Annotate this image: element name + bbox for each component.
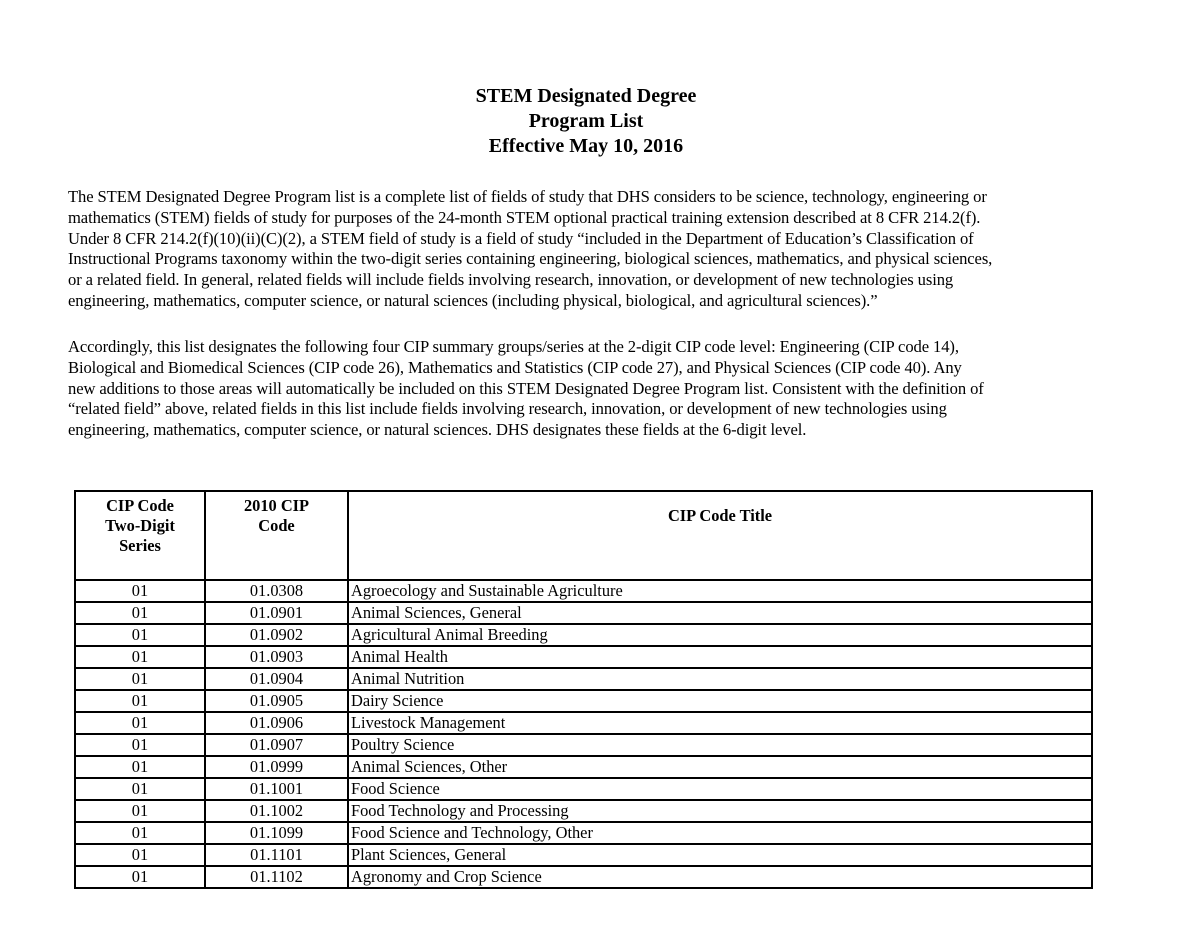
cell-code: 01.1102 bbox=[205, 866, 348, 888]
title-line-3: Effective May 10, 2016 bbox=[488, 135, 684, 157]
cell-code: 01.1099 bbox=[205, 822, 348, 844]
accordingly-line: engineering, mathematics, computer science, or natural sciences. DHS designates these fields at the 6-digit level. bbox=[68, 420, 807, 440]
cell-series: 01 bbox=[75, 844, 205, 866]
cell-title: Food Science and Technology, Other bbox=[348, 822, 1092, 844]
cell-title: Poultry Science bbox=[348, 734, 1092, 756]
cell-series: 01 bbox=[75, 712, 205, 734]
cell-code: 01.1001 bbox=[205, 778, 348, 800]
intro-line: Instructional Programs taxonomy within the two-digit series containing engineering, biological sciences, mathematics, and physical sciences, bbox=[68, 249, 993, 269]
cell-series: 01 bbox=[75, 734, 205, 756]
table-row bbox=[75, 668, 1092, 690]
cip-table bbox=[74, 490, 1093, 889]
cell-series: 01 bbox=[75, 624, 205, 646]
cell-title: Agricultural Animal Breeding bbox=[348, 624, 1092, 646]
intro-line: Under 8 CFR 214.2(f)(10)(ii)(C)(2), a STEM field of study is a field of study “included in the Department of Education’s Classification of bbox=[68, 228, 974, 248]
header-two-digit-series bbox=[75, 491, 205, 580]
intro-line: mathematics (STEM) fields of study for purposes of the 24-month STEM optional practical training extension described at 8 CFR 214.2(f). bbox=[68, 207, 981, 227]
header-code-line: 2010 CIP bbox=[243, 496, 310, 515]
cell-series: 01 bbox=[75, 756, 205, 778]
table-header-row bbox=[75, 491, 1092, 580]
cell-series: 01 bbox=[75, 822, 205, 844]
header-series-line: CIP Code bbox=[106, 496, 174, 515]
cell-series: 01 bbox=[75, 668, 205, 690]
accordingly-line: Accordingly, this list designates the following four CIP summary groups/series at the 2-digit CIP code level: Engineering (CIP code 14), bbox=[68, 337, 959, 356]
table-row bbox=[75, 800, 1092, 822]
header-code-line: Code bbox=[258, 516, 295, 535]
table-row bbox=[75, 690, 1092, 712]
cell-title: Agronomy and Crop Science bbox=[348, 866, 1092, 888]
cell-code: 01.0308 bbox=[205, 580, 348, 602]
table-row bbox=[75, 712, 1092, 734]
accordingly-paragraph bbox=[68, 337, 1108, 441]
header-series-line: Two-Digit bbox=[105, 516, 175, 535]
cell-title: Dairy Science bbox=[348, 690, 1092, 712]
cell-series: 01 bbox=[75, 646, 205, 668]
cell-series: 01 bbox=[75, 580, 205, 602]
accordingly-line: “related field” above, related fields in this list include fields involving research, innovation, or development of new technologies using bbox=[68, 399, 947, 419]
table-row bbox=[75, 778, 1092, 800]
table-row bbox=[75, 734, 1092, 756]
cell-series: 01 bbox=[75, 602, 205, 624]
header-cip-code-title bbox=[348, 491, 1092, 580]
table-row bbox=[75, 624, 1092, 646]
cell-title: Animal Health bbox=[348, 646, 1092, 668]
cell-title: Animal Sciences, General bbox=[348, 602, 1092, 624]
intro-line: engineering, mathematics, computer science, or natural sciences (including physical, biological, and agricultural sciences).” bbox=[68, 290, 878, 310]
cell-series: 01 bbox=[75, 800, 205, 822]
cell-code: 01.1101 bbox=[205, 844, 348, 866]
cell-code: 01.0901 bbox=[205, 602, 348, 624]
cell-code: 01.0999 bbox=[205, 756, 348, 778]
table-row bbox=[75, 756, 1092, 778]
table-row bbox=[75, 646, 1092, 668]
header-series-line: Series bbox=[119, 536, 161, 555]
header-2010-cip-code bbox=[205, 491, 348, 580]
cell-title: Plant Sciences, General bbox=[348, 844, 1092, 866]
intro-line: or a related field. In general, related fields will include fields involving research, innovation, or development of new technologies using bbox=[68, 270, 954, 290]
cell-code: 01.0903 bbox=[205, 646, 348, 668]
header-title-text: CIP Code Title bbox=[667, 506, 773, 525]
table-row bbox=[75, 602, 1092, 624]
cell-title: Animal Sciences, Other bbox=[348, 756, 1092, 778]
cell-code: 01.0904 bbox=[205, 668, 348, 690]
cell-code: 01.0902 bbox=[205, 624, 348, 646]
document-title bbox=[0, 84, 1172, 159]
intro-paragraph bbox=[68, 187, 1108, 312]
table-row bbox=[75, 580, 1092, 602]
cell-title: Food Technology and Processing bbox=[348, 800, 1092, 822]
table-row bbox=[75, 844, 1092, 866]
cell-title: Animal Nutrition bbox=[348, 668, 1092, 690]
cell-title: Food Science bbox=[348, 778, 1092, 800]
cell-series: 01 bbox=[75, 690, 205, 712]
cell-code: 01.1002 bbox=[205, 800, 348, 822]
title-line-1: STEM Designated Degree bbox=[475, 85, 697, 107]
cell-code: 01.0907 bbox=[205, 734, 348, 756]
cell-series: 01 bbox=[75, 778, 205, 800]
table-row bbox=[75, 866, 1092, 888]
cell-title: Agroecology and Sustainable Agriculture bbox=[348, 580, 1092, 602]
cell-code: 01.0905 bbox=[205, 690, 348, 712]
accordingly-line: new additions to those areas will automatically be included on this STEM Designated Degree Program list. Consistent with the definition of bbox=[68, 378, 984, 398]
cell-series: 01 bbox=[75, 866, 205, 888]
title-line-2: Program List bbox=[528, 110, 644, 132]
cell-code: 01.0906 bbox=[205, 712, 348, 734]
table-row bbox=[75, 822, 1092, 844]
accordingly-line: Biological and Biomedical Sciences (CIP code 26), Mathematics and Statistics (CIP code 27), and Physical Sciences (CIP code 40). Any bbox=[68, 357, 962, 377]
intro-line: The STEM Designated Degree Program list is a complete list of fields of study that DHS considers to be science, technology, engineering or bbox=[68, 187, 987, 206]
cell-title: Livestock Management bbox=[348, 712, 1092, 734]
